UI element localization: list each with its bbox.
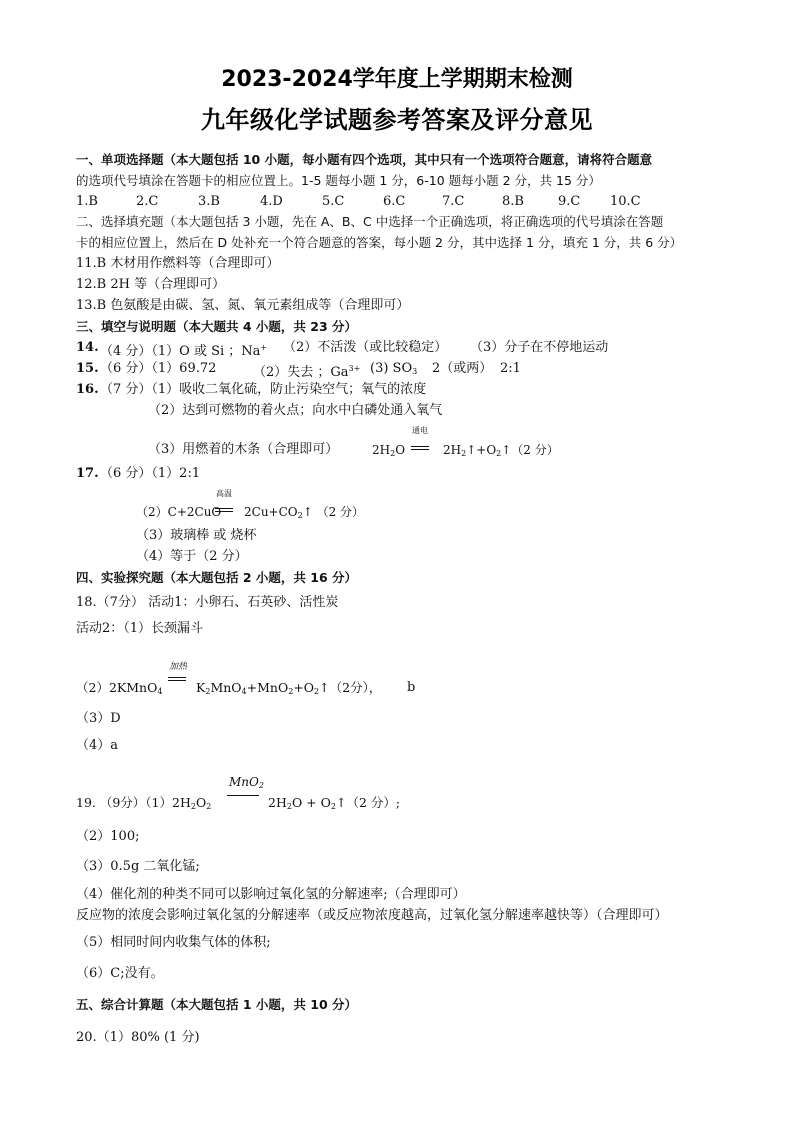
q19-part4: （4）催化剂的种类不同可以影响过氧化氢的分解速率;（合理即可） <box>76 887 466 902</box>
q14-part3: （3）分子在不停地运动 <box>470 340 609 355</box>
q15-part3: (3) $SO_3$ <box>370 361 418 376</box>
q18-equation-bar <box>168 677 186 678</box>
q19-part3: （3）0.5g 二氧化锰; <box>76 859 200 874</box>
q16-equation-left: $2H_2O$ <box>372 443 406 458</box>
q18-reaction-condition: 加热 <box>169 662 188 672</box>
q18-equation-left: （2）2KMnO$_4$ <box>76 680 163 696</box>
q16-part3: （3）用燃着的木条（合理即可） <box>148 442 339 457</box>
sec5-heading: 五、综合计算题（本大题包括 1 小题，共 10 分） <box>76 997 358 1012</box>
sec1-answer-4: 4.D <box>260 194 283 209</box>
q19-part6: （6）C;没有。 <box>76 966 164 981</box>
q16-equation-right: $2H_2↑+O_2↑(2$ 分） <box>443 443 559 458</box>
sec1-answer-5: 5.C <box>322 194 345 209</box>
q17-number: 17. <box>76 466 99 481</box>
q14-part2: （2）不活泼（或比较稳定） <box>283 340 448 355</box>
q14-part1: （4 分）（1）O 或 Si ；Na+ <box>100 343 268 359</box>
title-main: 九年级化学试题参考答案及评分意见 <box>201 106 593 134</box>
q19-part5: （5）相同时间内收集气体的体积; <box>76 935 271 950</box>
q19-equation-left: 19. （9分）$(1)2H_2O_2$ <box>76 795 212 811</box>
q16-part1: （7 分）（1）吸收二氧化硫，防止污染空气；氧气的浓度 <box>100 382 427 397</box>
q19-equation-bar <box>227 795 259 796</box>
q17-equation-right: $2Cu+CO_2↑$ （2 分） <box>244 505 365 520</box>
sec2-heading-line2: 卡的相应位置上，然后在 D 处补充一个符合题意的答案，每小题 2 分，其中选择 1 分，填充 1 分，共 6 分） <box>76 235 683 250</box>
q17-part1: （6 分）（1）2:1 <box>100 466 201 481</box>
q15-number: 15. <box>76 361 99 376</box>
q19-equation-right: $2H_2O$ + $O_2↑(2$ 分）; <box>268 795 401 811</box>
q17-equation-left: （2）C+2CuO <box>136 505 222 519</box>
q15-part2: （2）失去 ；$Ga^{3+}$ <box>253 364 361 380</box>
sec1-answer-8: 8.B <box>502 194 524 209</box>
title-year: 2023-2024学年度上学期期末检测 <box>221 67 573 92</box>
q18-equation-bar2 <box>168 680 186 681</box>
sec1-answer-9: 9.C <box>558 194 581 209</box>
q20-part1: 20.（1）80% (1 分) <box>76 1030 200 1045</box>
q15-part5: 2:1 <box>500 361 521 376</box>
q18-extra-answer: b <box>407 680 416 695</box>
q13-answer: 13.B 色氨酸是由碳、氢、氮、氧元素组成等（合理即可） <box>76 298 410 313</box>
q19-part2: （2）100; <box>76 829 140 844</box>
q18-equation-right: $K_2MnO_4+MnO_2+O_2↑(2$分）， <box>196 680 382 696</box>
q17-part4: （4）等于（2 分） <box>136 549 248 564</box>
q17-part3: （3）玻璃棒 或 烧杯 <box>136 528 257 543</box>
q17-reaction-condition: 高温 <box>216 489 232 498</box>
q18-part4: （4）a <box>76 738 119 753</box>
q16-number: 16. <box>76 382 99 397</box>
q15-part4: 2（或两） <box>432 361 493 376</box>
sec1-heading-line2: 的选项代号填涂在答题卡的相应位置上。1-5 题每小题 1 分，6-10 题每小题 2 分，共 15 分） <box>76 173 601 188</box>
q12-answer: 12.B 2H 等（合理即可） <box>76 277 226 292</box>
q18-part3: （3）D <box>76 711 121 726</box>
q15-part1: （6 分）（1）69.72 <box>100 361 217 376</box>
sec1-heading-line1: 一、单项选择题（本大题包括 10 小题，每小题有四个选项，其中只有一个选项符合题意，请将符合题意 <box>76 152 653 167</box>
q16-equation-bar <box>411 446 429 447</box>
q19-part4-continued: 反应物的浓度会影响过氧化氢的分解速率（或反应物浓度越高，过氧化氢分解速率越快等）（合理即可） <box>76 908 668 923</box>
q18-part2: 活动2：（1）长颈漏斗 <box>76 621 204 636</box>
sec1-answer-6: 6.C <box>383 194 406 209</box>
q16-reaction-condition: 通电 <box>412 426 428 435</box>
sec2-heading-line1: 二、选择填充题（本大题包括 3 小题，先在 A、B、C 中选择一个正确选项，将正确选项的代号填涂在答题 <box>76 214 664 229</box>
sec1-answer-1: 1.B <box>76 194 98 209</box>
q17-equation-bar <box>215 508 233 509</box>
sec1-answer-2: 2.C <box>136 194 159 209</box>
sec1-answer-3: 3.B <box>198 194 220 209</box>
sec1-answer-7: 7.C <box>442 194 465 209</box>
sec1-answer-10: 10.C <box>610 194 641 209</box>
q16-equation-bar2 <box>411 449 429 450</box>
sec3-heading: 三、填空与说明题（本大题共 4 小题，共 23 分） <box>76 319 358 334</box>
q11-answer: 11.B 木材用作燃料等（合理即可） <box>76 256 280 271</box>
q17-equation-bar2 <box>215 511 233 512</box>
q18-part1: 18.（7分） 活动1：小卵石、石英砂、活性炭 <box>76 595 339 610</box>
q14-number: 14. <box>76 340 99 355</box>
sec4-heading: 四、实验探究题（本大题包括 2 小题，共 16 分） <box>76 570 358 585</box>
q16-part2: （2）达到可燃物的着火点；向水中白磷处通入氧气 <box>148 403 443 418</box>
q19-catalyst-condition: MnO$_2$ <box>229 775 264 790</box>
